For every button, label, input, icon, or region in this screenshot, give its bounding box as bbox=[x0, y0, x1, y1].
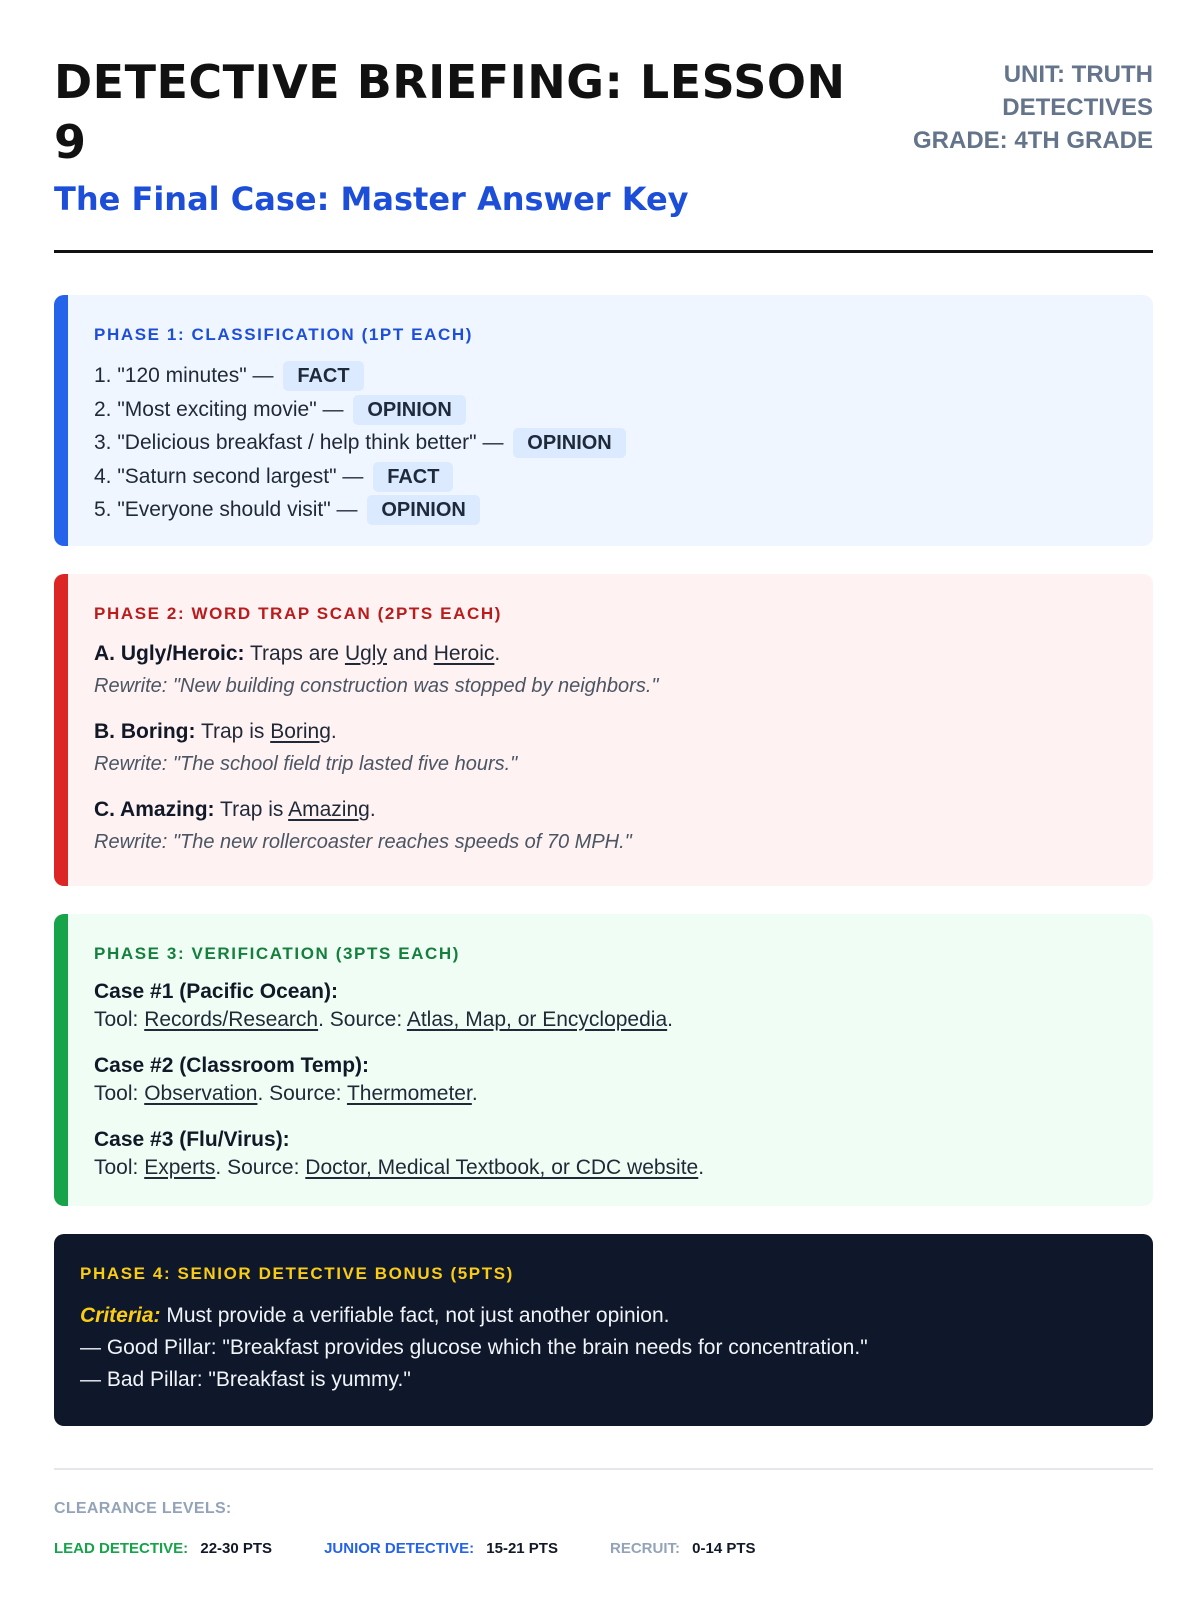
classification-list bbox=[94, 359, 1113, 527]
good-pillar-example: — Good Pillar: "Breakfast provides glucose which the brain needs for concentration." bbox=[80, 1336, 868, 1359]
tool-label: Tool: bbox=[94, 1082, 139, 1105]
phase-3-card bbox=[54, 914, 1153, 1206]
phase-3-title: PHASE 3: VERIFICATION (3PTS EACH) bbox=[94, 944, 461, 963]
phase-3-accent-bar bbox=[54, 914, 68, 1206]
statement-text: 3. "Delicious breakfast / help think better" — bbox=[94, 431, 504, 455]
source-value: Doctor, Medical Textbook, or CDC website bbox=[305, 1156, 699, 1179]
trap-text: . bbox=[369, 798, 376, 821]
trap-word: Boring bbox=[270, 720, 331, 743]
case-item bbox=[94, 1126, 1113, 1182]
header-divider bbox=[54, 250, 1153, 253]
case-details: Tool: Observation. Source: Thermometer. bbox=[94, 1082, 478, 1105]
list-item bbox=[94, 393, 1113, 427]
phase-1-accent-bar bbox=[54, 295, 68, 546]
tool-value: Observation bbox=[144, 1082, 258, 1105]
statement-text: 2. "Most exciting movie" — bbox=[94, 397, 344, 421]
tool-label: Tool: bbox=[94, 1008, 139, 1031]
list-item bbox=[94, 493, 1113, 527]
header bbox=[54, 52, 1153, 250]
level-value: 15-21 PTS bbox=[486, 1540, 558, 1557]
trap-text: . bbox=[494, 642, 501, 665]
criteria-text: Must provide a verifiable fact, not just another opinion. bbox=[166, 1304, 670, 1327]
source-label: Source: bbox=[227, 1156, 300, 1179]
phase-2-card bbox=[54, 574, 1153, 886]
tool-value: Experts bbox=[144, 1156, 216, 1179]
unit-line-1: UNIT: TRUTH bbox=[1003, 61, 1153, 88]
phase-1-card bbox=[54, 295, 1153, 546]
trap-text: and bbox=[392, 642, 428, 665]
list-item bbox=[94, 359, 1113, 393]
case-details: Tool: Records/Research. Source: Atlas, Map, or Encyclopedia. bbox=[94, 1008, 673, 1031]
statement-text: 5. "Everyone should visit" — bbox=[94, 498, 358, 522]
level-name: RECRUIT: bbox=[609, 1540, 680, 1557]
tool-value: Records/Research bbox=[144, 1008, 319, 1031]
trap-item-a bbox=[94, 638, 1113, 670]
clearance-levels-footer bbox=[54, 1468, 1153, 1557]
level-value: 22-30 PTS bbox=[200, 1540, 273, 1557]
phase-2-accent-bar bbox=[54, 574, 68, 886]
case-item bbox=[94, 1052, 1113, 1108]
trap-text: Trap is bbox=[200, 720, 265, 743]
case-title: Case #1 (Pacific Ocean): bbox=[94, 980, 338, 1003]
source-value: Thermometer bbox=[346, 1082, 472, 1105]
trap-label: C. Amazing: bbox=[94, 798, 215, 821]
list-item bbox=[94, 460, 1113, 494]
trap-word: Ugly bbox=[344, 642, 387, 665]
answer-badge: FACT bbox=[283, 361, 363, 391]
case-details: Tool: Experts. Source: Doctor, Medical Textbook, or CDC website. bbox=[94, 1156, 705, 1179]
trap-label: B. Boring: bbox=[94, 720, 196, 743]
list-item bbox=[94, 426, 1113, 460]
answer-badge: OPINION bbox=[367, 495, 479, 525]
level-name: LEAD DETECTIVE: bbox=[54, 1540, 189, 1557]
trap-text: . bbox=[330, 720, 337, 743]
phase-1-title: PHASE 1: CLASSIFICATION (1PT EACH) bbox=[94, 325, 473, 344]
level-name: JUNIOR DETECTIVE: bbox=[324, 1540, 475, 1557]
trap-text: Trap is bbox=[220, 798, 284, 821]
source-label: Source: bbox=[329, 1008, 403, 1031]
level-lead-detective bbox=[54, 1540, 272, 1557]
level-recruit bbox=[610, 1540, 756, 1557]
tool-label: Tool: bbox=[94, 1156, 139, 1179]
statement-text: 4. "Saturn second largest" — bbox=[94, 464, 364, 488]
phase-2-title: PHASE 2: WORD TRAP SCAN (2PTS EACH) bbox=[94, 604, 502, 623]
level-value: 0-14 PTS bbox=[692, 1540, 756, 1557]
case-title: Case #3 (Flu/Virus): bbox=[94, 1128, 290, 1151]
page-title: DETECTIVE BRIEFING: LESSON 9 bbox=[54, 55, 846, 169]
rewrite-text: Rewrite: "The new rollercoaster reaches speeds of 70 MPH." bbox=[94, 831, 632, 853]
criteria-label: Criteria: bbox=[80, 1304, 161, 1327]
unit-line-2: DETECTIVES bbox=[1002, 94, 1153, 121]
clearance-levels-list bbox=[54, 1540, 1153, 1557]
page-subtitle: The Final Case: Master Answer Key bbox=[54, 180, 689, 218]
trap-word: Heroic bbox=[433, 642, 495, 665]
source-value: Atlas, Map, or Encyclopedia bbox=[406, 1008, 668, 1031]
answer-badge: OPINION bbox=[353, 395, 465, 425]
case-item bbox=[94, 978, 1113, 1034]
source-label: Source: bbox=[269, 1082, 342, 1105]
statement-text: 1. "120 minutes" — bbox=[94, 364, 274, 387]
answer-badge: OPINION bbox=[513, 428, 625, 458]
trap-text: Traps are bbox=[250, 642, 340, 665]
trap-word: Amazing bbox=[288, 798, 370, 821]
criteria-line bbox=[80, 1300, 1113, 1332]
bad-pillar-example: — Bad Pillar: "Breakfast is yummy." bbox=[80, 1368, 411, 1391]
trap-label: A. Ugly/Heroic: bbox=[94, 642, 245, 665]
unit-grade-info bbox=[913, 58, 1153, 157]
rewrite-text: Rewrite: "New building construction was stopped by neighbors." bbox=[94, 675, 659, 697]
trap-item-b bbox=[94, 716, 1113, 748]
grade-label: GRADE: 4TH GRADE bbox=[912, 127, 1153, 154]
trap-item-c bbox=[94, 794, 1113, 826]
answer-badge: FACT bbox=[373, 462, 453, 492]
rewrite-text: Rewrite: "The school field trip lasted five hours." bbox=[94, 753, 518, 775]
case-title: Case #2 (Classroom Temp): bbox=[94, 1054, 370, 1077]
phase-4-card bbox=[54, 1234, 1153, 1426]
phase-4-title: PHASE 4: SENIOR DETECTIVE BONUS (5PTS) bbox=[80, 1264, 514, 1283]
answer-key-page bbox=[54, 52, 1153, 1557]
level-junior-detective bbox=[324, 1540, 558, 1557]
clearance-levels-title: CLEARANCE LEVELS: bbox=[54, 1500, 232, 1517]
